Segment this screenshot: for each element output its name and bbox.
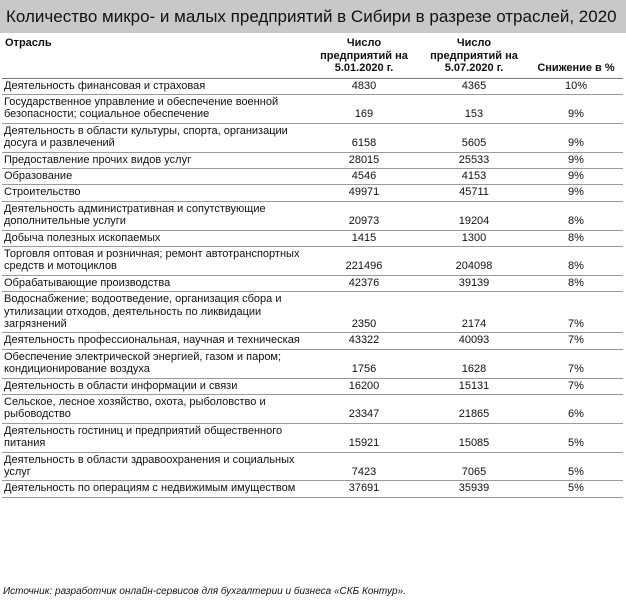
count-jul: 21865 <box>458 408 490 421</box>
count-jul: 15085 <box>458 437 490 450</box>
count-jul: 204098 <box>455 260 493 273</box>
data-table <box>2 37 623 498</box>
table-header-row <box>2 37 623 78</box>
decrease-percent: 9% <box>568 137 584 150</box>
industry-name: Деятельность финансовая и страховая <box>4 79 206 92</box>
table-row <box>2 230 623 246</box>
count-jan: 49971 <box>348 186 380 199</box>
industry-name: Сельское, лесное хозяйство, охота, рыболовство и рыбоводство <box>4 396 266 421</box>
industry-name: Обрабатывающие производства <box>4 276 171 289</box>
count-jul: 4365 <box>461 79 487 92</box>
count-jul: 40093 <box>458 334 490 347</box>
table-row <box>2 275 623 291</box>
industry-name: Деятельность в области здравоохранения и социальных услуг <box>4 453 295 479</box>
industry-name: Строительство <box>4 186 81 199</box>
table-row <box>2 78 623 94</box>
decrease-percent: 7% <box>568 318 584 330</box>
decrease-percent: 8% <box>568 260 584 273</box>
decrease-percent: 5% <box>568 482 584 495</box>
count-jul: 1628 <box>461 363 487 376</box>
table-row <box>2 246 623 275</box>
table-row <box>2 94 623 123</box>
industry-name: Деятельность гостиниц и предприятий общественного питания <box>4 424 283 450</box>
count-jan: 20973 <box>348 215 380 228</box>
count-jul: 45711 <box>459 186 489 199</box>
table-row <box>2 185 623 201</box>
industry-name: Предоставление прочих видов услуг <box>4 153 192 166</box>
table-row <box>2 123 623 152</box>
count-jan: 37691 <box>348 482 380 495</box>
table-row <box>2 333 623 349</box>
count-jan: 23347 <box>348 408 380 421</box>
count-jul: 25533 <box>458 153 490 166</box>
decrease-percent: 5% <box>568 466 584 479</box>
decrease-percent: 9% <box>568 169 584 182</box>
industry-name: Деятельность в области информации и связи <box>4 379 238 392</box>
count-jan: 16200 <box>348 379 380 392</box>
table-row <box>2 481 623 497</box>
count-jan: 7423 <box>351 466 377 479</box>
count-jan: 2350 <box>351 318 377 330</box>
count-jan: 4546 <box>351 169 377 182</box>
count-jul: 153 <box>464 108 484 121</box>
count-jan: 1415 <box>351 231 377 244</box>
decrease-percent: 8% <box>568 231 584 244</box>
industry-name: Деятельность административная и сопутствующие дополнительные услуги <box>4 202 266 228</box>
decrease-percent: 7% <box>568 379 584 392</box>
decrease-percent: 7% <box>568 334 584 347</box>
source-note: Источник: разработчик онлайн-сервисов для бухгалтерии и бизнеса «СКБ Контур». <box>3 586 406 597</box>
count-jan: 6158 <box>351 137 377 150</box>
industry-name: Добыча полезных ископаемых <box>4 231 161 244</box>
industry-name: Водоснабжение; водоотведение, организация сбора и утилизации отходов, деятельность по ликвидации загрязнений <box>4 293 282 330</box>
column-header-count-jul: Число предприятий на 5.07.2020 г. <box>430 37 518 74</box>
decrease-percent: 8% <box>568 276 584 289</box>
column-header-count-jan: Число предприятий на 5.01.2020 г. <box>320 37 408 74</box>
count-jan: 4830 <box>351 79 377 92</box>
decrease-percent: 9% <box>568 108 584 121</box>
count-jan: 1756 <box>351 363 377 376</box>
table-row <box>2 168 623 184</box>
table-row <box>2 452 623 481</box>
table-row <box>2 201 623 230</box>
count-jul: 2174 <box>461 318 487 330</box>
count-jan: 28015 <box>348 153 380 166</box>
table-row <box>2 378 623 394</box>
count-jan: 42376 <box>348 276 380 289</box>
table-row <box>2 292 623 333</box>
count-jan: 43322 <box>348 334 380 347</box>
table-row <box>2 395 623 424</box>
industry-name: Обеспечение электрической энергией, газом и паром; кондиционирование воздуха <box>4 350 282 376</box>
decrease-percent: 8% <box>568 215 584 228</box>
count-jul: 35939 <box>458 482 490 495</box>
count-jul: 5605 <box>461 137 487 150</box>
count-jul: 15131 <box>458 379 490 392</box>
count-jul: 1300 <box>461 231 487 244</box>
industry-name: Деятельность в области культуры, спорта, организации досуга и развлечений <box>4 124 288 150</box>
count-jul: 7065 <box>461 466 487 479</box>
industry-name: Деятельность по операциям с недвижимым имуществом <box>4 482 296 495</box>
decrease-percent: 6% <box>568 408 584 421</box>
table-row <box>2 423 623 452</box>
industry-name: Государственное управление и обеспечение военной безопасности; социальное обеспечение <box>4 95 279 121</box>
table-row <box>2 152 623 168</box>
page-title: Количество микро- и малых предприятий в Сибири в разрезе отраслей, 2020 <box>0 0 626 33</box>
industry-name: Торговля оптовая и розничная; ремонт автотранспортных средств и мотоциклов <box>4 247 300 273</box>
count-jan: 169 <box>354 108 374 121</box>
industry-name: Деятельность профессиональная, научная и техническая <box>4 334 300 347</box>
decrease-percent: 7% <box>568 363 584 376</box>
count-jul: 4153 <box>461 169 487 182</box>
column-header-decrease: Снижение в % <box>537 62 615 74</box>
count-jan: 15921 <box>348 437 380 450</box>
decrease-percent: 5% <box>568 437 584 450</box>
count-jan: 221496 <box>345 260 383 273</box>
industry-name: Образование <box>4 169 73 182</box>
table-row <box>2 349 623 378</box>
count-jul: 19204 <box>458 215 490 228</box>
decrease-percent: 9% <box>568 153 584 166</box>
decrease-percent: 9% <box>568 186 584 199</box>
decrease-percent: 10% <box>564 79 588 92</box>
column-header-industry: Отрасль <box>5 37 52 49</box>
count-jul: 39139 <box>458 276 490 289</box>
